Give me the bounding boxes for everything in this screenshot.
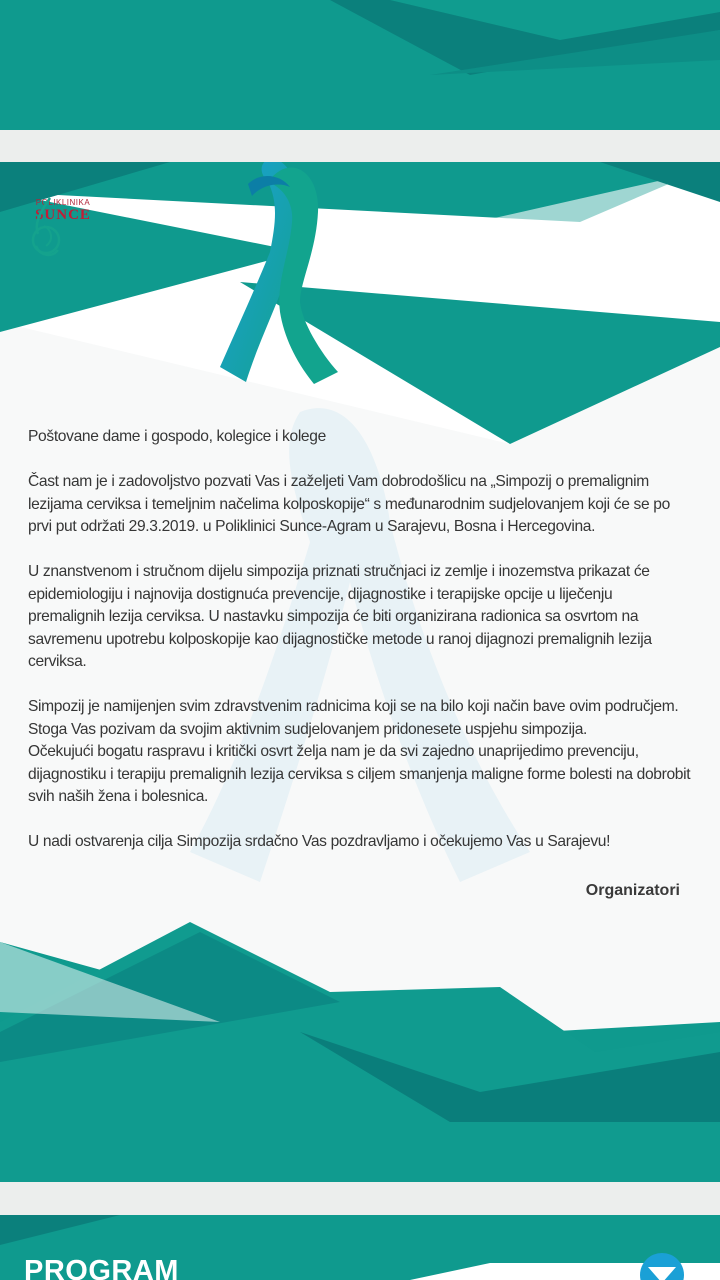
invitation-letter	[0, 162, 720, 1182]
letter-greeting: Poštovane dame i gospodo, kolegice i kolege	[28, 428, 326, 445]
clinic-label: POLIKLINIKA	[35, 198, 91, 207]
letter-paragraph-3: Simpozij je namijenjen svim zdravstvenim radnicima koji se na bilo koji način bave ovim područjem. Stoga Vas pozivam da svojim aktivnim sudjelovanjem pridonesete uspjehu simpozija. Očekujući bogatu raspravu i kritički osvrt želja nam je da svi zajedno unaprijedimo prevenciju, dijagnostiku i terapiju premalignih lezija cerviksa s ciljem smanjenja maligne forme bolesti na dobrobit svih naših žena i bolesnica.	[28, 698, 691, 805]
letter-paragraph-2: U znanstvenom i stručnom dijelu simpozija priznati stručnjaci iz zemlje i inozemstva prikazat će epidemiologiju i najnovija dostignuća prevencije, dijagnostike i terapijske opcije u liječenju premalignih lezija cerviksa. U nastavku simpozija će biti organizirana radionica sa osvrtom na savremenu upotrebu kolposkopije kao dijagnostičke metode u ranoj dijagnozi premalignih lezija cerviksa.	[28, 563, 652, 670]
sunce-logo-icon	[26, 196, 66, 262]
letter-signature: Organizatori	[585, 882, 680, 899]
clinic-logo	[26, 196, 100, 223]
clinic-name: SUNCE	[35, 207, 91, 223]
letter-body	[28, 426, 692, 876]
letter-paragraph-4: U nadi ostvarenja cilja Simpozija srdačno Vas pozdravljamo i očekujemo Vas u Sarajevu!	[28, 833, 611, 850]
program-title: PROGRAM	[24, 1255, 179, 1280]
top-decorative-band	[0, 0, 720, 130]
program-section	[0, 1215, 720, 1280]
letter-paragraph-1: Čast nam je i zadovoljstvo pozvati Vas i zaželjeti Vam dobrodošlicu na „Simpozij o premalignim lezijama cerviksa i temeljnim načelima kolposkopije“ s međunarodnim sudjelovanjem koji će se po prvi put održati 29.3.2019. u Poliklinici Sunce-Agram u Sarajevu, Bosna i Hercegovina.	[28, 473, 670, 535]
